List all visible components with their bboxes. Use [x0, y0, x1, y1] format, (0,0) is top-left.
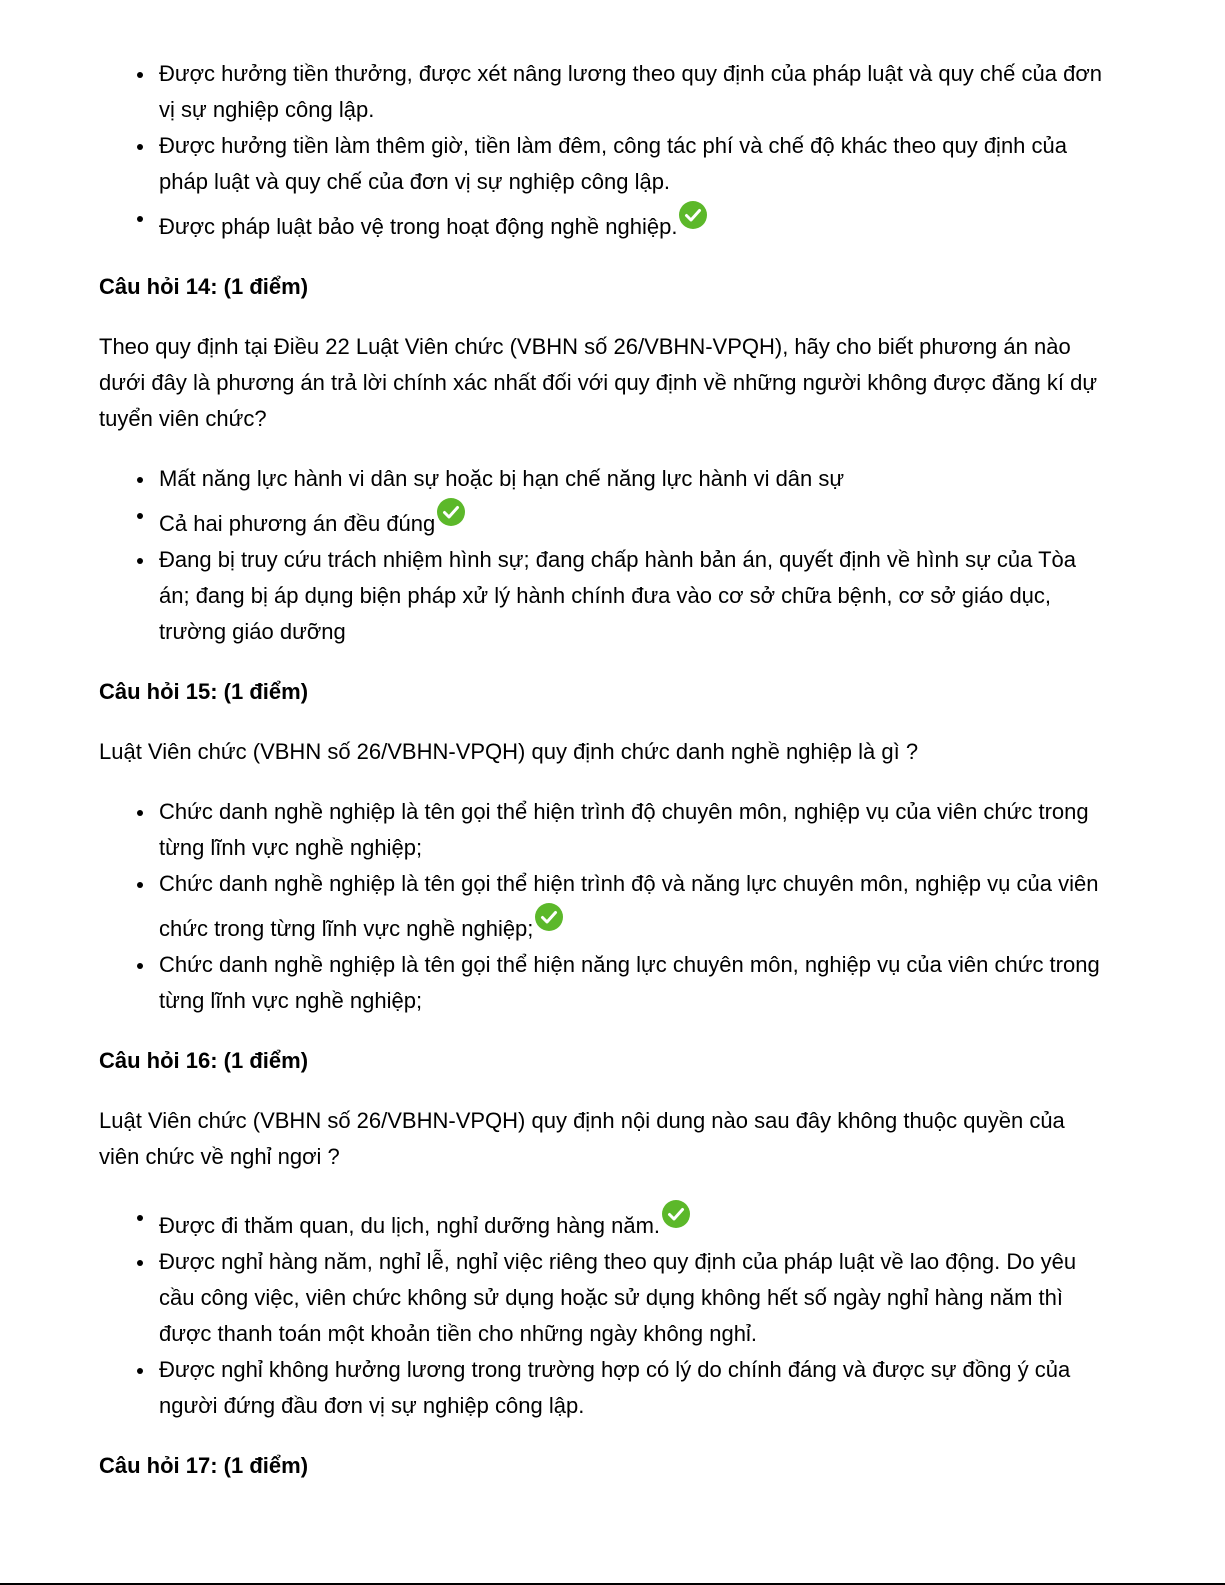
answer-option-text: Chức danh nghề nghiệp là tên gọi thể hiện trình độ và năng lực chuyên môn, nghiệp vụ của viên chức trong từng lĩnh vực nghề nghiệp;: [159, 871, 1099, 941]
answer-option-text: Cả hai phương án đều đúng: [159, 511, 436, 536]
answer-option-text: Mất năng lực hành vi dân sự hoặc bị hạn chế năng lực hành vi dân sự: [159, 466, 845, 491]
answer-option-text: Được đi thăm quan, du lịch, nghỉ dưỡng hàng năm.: [159, 1213, 661, 1238]
answer-option: [159, 128, 1109, 200]
question-stem: Luật Viên chức (VBHN số 26/VBHN-VPQH) quy định nội dung nào sau đây không thuộc quyền của viên chức về nghỉ ngơi ?: [99, 1108, 1065, 1169]
previous-question-options: [99, 56, 1109, 245]
answer-option: [159, 1199, 1109, 1244]
question-heading: Câu hỏi 17: (1 điểm): [99, 1453, 309, 1478]
question-heading: Câu hỏi 14: (1 điểm): [99, 274, 309, 299]
answer-option-text: Được hưởng tiền thưởng, được xét nâng lương theo quy định của pháp luật và quy chế của đơn vị sự nghiệp công lập.: [159, 61, 1102, 122]
question-heading: Câu hỏi 16: (1 điểm): [99, 1048, 309, 1073]
answer-option: [159, 542, 1109, 650]
answer-option-text: Được hưởng tiền làm thêm giờ, tiền làm đêm, công tác phí và chế độ khác theo quy định của pháp luật và quy chế của đơn vị sự nghiệp công lập.: [159, 133, 1067, 194]
question-stem: Luật Viên chức (VBHN số 26/VBHN-VPQH) quy định chức danh nghề nghiệp là gì ?: [99, 739, 919, 764]
answer-option: [159, 1352, 1109, 1424]
question-block: [99, 1019, 1109, 1424]
answer-option: [159, 200, 1109, 245]
answer-option-text: Được nghỉ hàng năm, nghỉ lễ, nghỉ việc riêng theo quy định của pháp luật về lao động. Do yêu cầu công việc, viên chức không sử dụng hoặc sử dụng không hết số ngày nghỉ hàng năm thì được thanh toán một khoản tiền cho những ngày không nghỉ.: [159, 1249, 1077, 1346]
answer-option-text: Đang bị truy cứu trách nhiệm hình sự; đang chấp hành bản án, quyết định về hình sự của Tòa án; đang bị áp dụng biện pháp xử lý hành chính đưa vào cơ sở chữa bệnh, cơ sở giáo dục, trường giáo dưỡng: [159, 547, 1077, 644]
answer-option: [159, 794, 1109, 866]
quiz-document: [99, 56, 1109, 1484]
question-heading: Câu hỏi 15: (1 điểm): [99, 679, 309, 704]
answer-option-text: Chức danh nghề nghiệp là tên gọi thể hiện trình độ chuyên môn, nghiệp vụ của viên chức trong từng lĩnh vực nghề nghiệp;: [159, 799, 1089, 860]
check-circle-icon: [661, 1199, 691, 1229]
question-block: [99, 650, 1109, 1019]
answer-option: [159, 497, 1109, 542]
answer-options: [99, 794, 1109, 1019]
answer-option: [159, 1244, 1109, 1352]
answer-option-text: Được nghỉ không hưởng lương trong trường hợp có lý do chính đáng và được sự đồng ý của người đứng đầu đơn vị sự nghiệp công lập.: [159, 1357, 1071, 1418]
answer-option: [159, 866, 1109, 947]
check-circle-icon: [534, 902, 564, 932]
check-circle-icon: [678, 200, 708, 230]
question-block: [99, 1424, 1109, 1484]
answer-option: [159, 56, 1109, 128]
answer-options: [99, 461, 1109, 650]
answer-options: [99, 1199, 1109, 1424]
check-circle-icon: [436, 497, 466, 527]
answer-option-text: Chức danh nghề nghiệp là tên gọi thể hiện năng lực chuyên môn, nghiệp vụ của viên chức trong từng lĩnh vực nghề nghiệp;: [159, 952, 1100, 1013]
question-list: [99, 245, 1109, 1484]
question-block: [99, 245, 1109, 650]
answer-option: [159, 461, 1109, 497]
question-stem: Theo quy định tại Điều 22 Luật Viên chức (VBHN số 26/VBHN-VPQH), hãy cho biết phương án nào dưới đây là phương án trả lời chính xác nhất đối với quy định về những người không được đăng kí dự tuyển viên chức?: [99, 334, 1098, 431]
answer-option: [159, 947, 1109, 1019]
answer-option-text: Được pháp luật bảo vệ trong hoạt động nghề nghiệp.: [159, 214, 678, 239]
